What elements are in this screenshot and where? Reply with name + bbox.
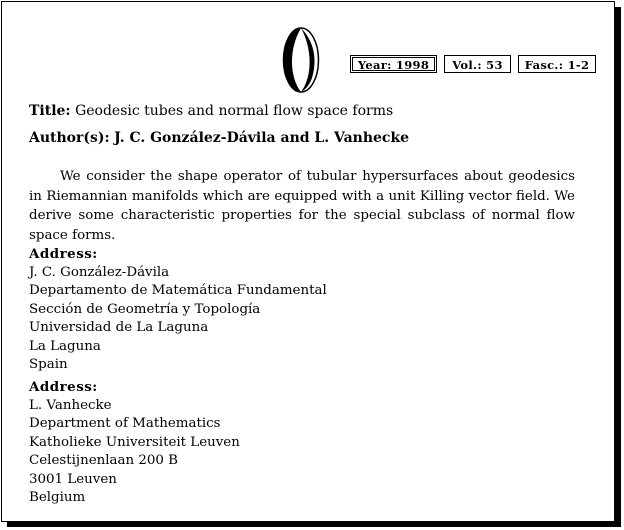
address-line: Celestijnenlaan 200 B: [29, 453, 179, 468]
fascicle-label: Fasc.: 1-2: [524, 58, 590, 72]
volume-badge: [444, 55, 511, 73]
abstract-text: We consider the shape operator of tubular hypersurfaces about geodesics in Riemannian manifolds which are equipped with a unit Killing vector field. We derive some characteristic properties for the special subclass of normal flow space forms.: [29, 169, 575, 243]
address-label: Address:: [29, 379, 98, 395]
volume-label: Vol.: 53: [452, 58, 503, 72]
author-label: Author(s):: [29, 130, 110, 146]
address-block: [29, 378, 240, 508]
address-block: [29, 245, 327, 375]
address-line: Belgium: [29, 490, 86, 505]
title-label: Title:: [29, 103, 71, 119]
fascicle-badge: [518, 55, 596, 73]
year-badge: [350, 55, 437, 73]
author-value: J. C. González-Dávila and L. Vanhecke: [114, 130, 410, 146]
address-line: Departamento de Matemática Fundamental: [29, 283, 327, 298]
address-line: L. Vanhecke: [29, 397, 112, 413]
address-label: Address:: [29, 246, 98, 262]
address-line: 3001 Leuven: [29, 471, 117, 487]
title-value: Geodesic tubes and normal flow space forms: [75, 103, 394, 119]
address-line: Sección de Geometría y Topología: [29, 301, 261, 317]
frame-shadow-right: [615, 7, 621, 527]
year-label: Year: 1998: [357, 58, 430, 72]
address-line: La Laguna: [29, 338, 101, 354]
author-line: [29, 130, 409, 146]
document-frame: [1, 1, 615, 522]
title-line: [29, 103, 393, 119]
address-line: Universidad de La Laguna: [29, 320, 209, 335]
address-line: J. C. González-Dávila: [29, 264, 170, 280]
address-line: Department of Mathematics: [29, 416, 221, 431]
address-line: Spain: [29, 357, 68, 372]
address-line: Katholieke Universiteit Leuven: [29, 434, 240, 450]
journal-logo-icon: [282, 26, 320, 94]
